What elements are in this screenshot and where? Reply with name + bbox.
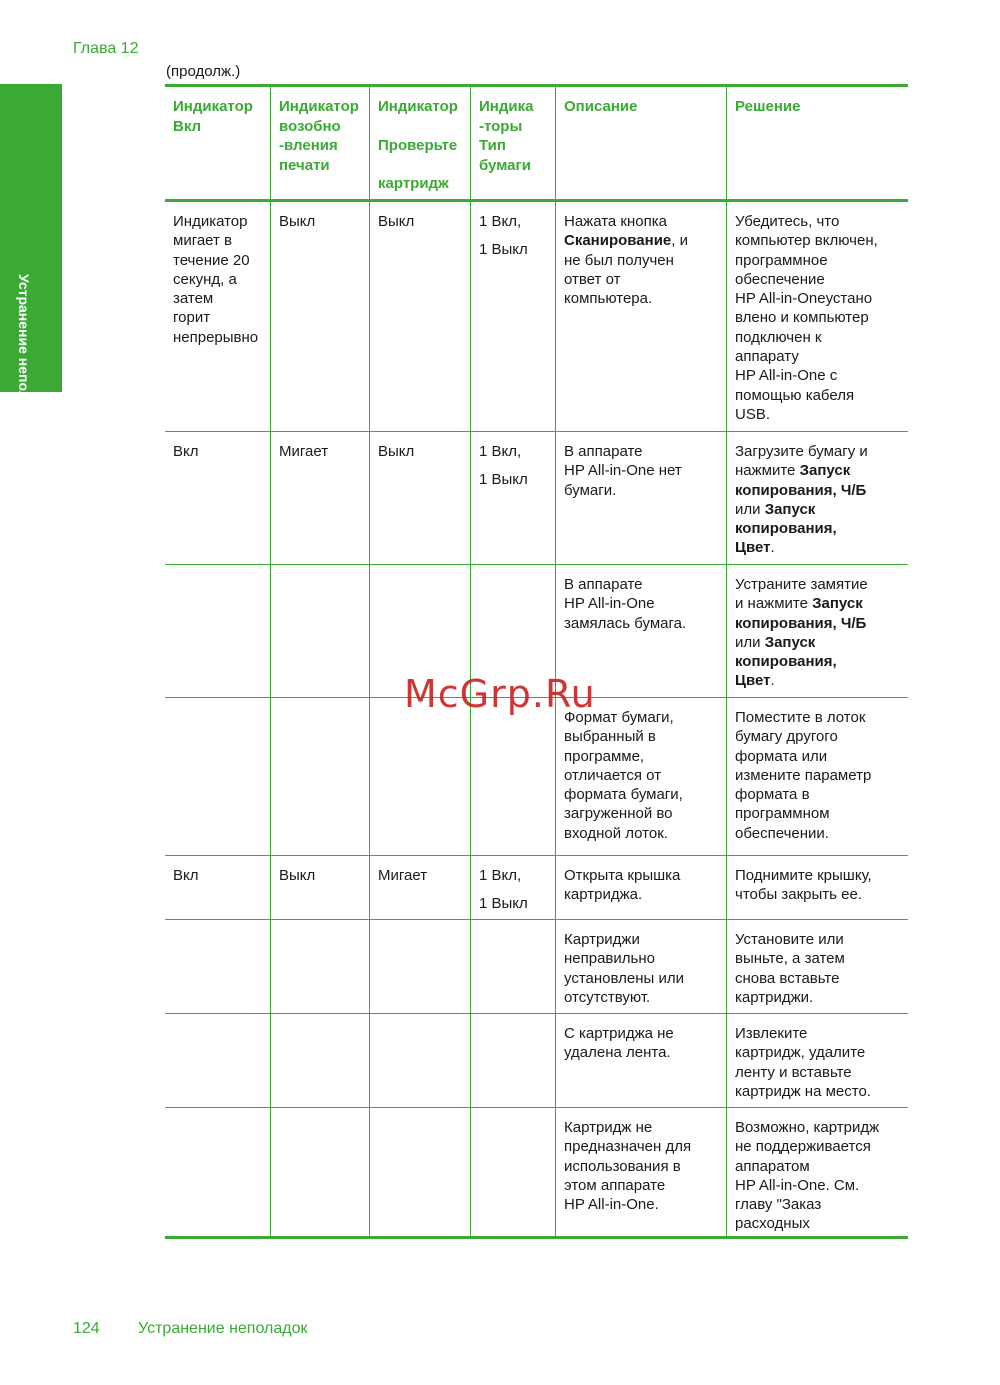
cell-text-line: программном — [735, 805, 830, 823]
indicator-on-cell — [165, 565, 271, 697]
cell-text-line: ленту и вставьте — [735, 1063, 852, 1081]
cell-text-line: неправильно — [564, 950, 655, 968]
cell-text-line: копирования, — [735, 520, 837, 538]
description-cell — [556, 920, 727, 1013]
cell-text-line: установлены или — [564, 969, 684, 987]
cell-text-line: HP All-in-One — [564, 595, 655, 613]
solution-cell — [727, 432, 908, 564]
cell-text-line: не был получен — [564, 251, 674, 269]
cell-text-line: секунд, а — [173, 270, 237, 288]
indicator-resume-cell — [271, 1108, 370, 1236]
header-text-line: бумаги — [479, 156, 531, 174]
header-indicator-check-cartridge — [370, 87, 471, 199]
description-cell — [556, 432, 727, 564]
header-text-line: Индика — [479, 98, 534, 115]
cell-text-line: 1 Вкл, — [479, 867, 522, 884]
solution-cell — [727, 698, 908, 855]
cell-text-line: Нажата кнопка — [564, 213, 667, 230]
cell-text-line: формата или — [735, 747, 828, 765]
chapter-label: Глава 12 — [73, 40, 139, 57]
cell-text-line: Сканирование, и — [564, 232, 688, 250]
cell-text-line: Формат бумаги, — [564, 709, 674, 726]
cell-text-line: С картриджа не — [564, 1025, 674, 1042]
description-cell — [556, 1014, 727, 1107]
cell-text-line: выньте, а затем — [735, 950, 845, 968]
header-text-line: Индикатор — [279, 98, 359, 115]
cell-text-line: Вкл — [173, 443, 199, 460]
cell-text-line: Цвет. — [735, 672, 775, 690]
cell-text-line: HP All-in-One нет — [564, 462, 682, 480]
cell-text-line: компьютера. — [564, 290, 653, 308]
header-indicator-paper-type — [471, 87, 556, 199]
header-text-line: Индикатор — [173, 98, 253, 115]
cell-text-line: Картриджи — [564, 931, 640, 948]
cell-text-line: Выкл — [279, 213, 316, 230]
description-cell — [556, 1108, 727, 1236]
cell-text-line: ответ от — [564, 270, 621, 288]
cell-text-line: Выкл — [279, 867, 316, 884]
cell-text-line: мигает в — [173, 232, 233, 250]
cell-text-line: бумаги. — [564, 481, 617, 499]
cell-text-line: программе, — [564, 747, 645, 765]
cell-text-line: влено и компьютер — [735, 309, 869, 327]
table-row — [165, 920, 908, 1014]
continued-label: (продолж.) — [166, 63, 241, 80]
cell-text-line: подключен к — [735, 328, 822, 346]
indicator-cartridge-cell — [370, 1014, 471, 1107]
cell-text-line: 1 Вкл, — [479, 443, 522, 460]
cell-text-line: HP All-in-Oneустано — [735, 290, 873, 308]
header-solution — [727, 87, 908, 199]
page-number: 124 — [73, 1320, 100, 1337]
cell-text-line: копирования, Ч/Б — [735, 481, 867, 499]
cell-text-line: картридж на место. — [735, 1082, 871, 1100]
indicator-on-cell — [165, 202, 271, 431]
cell-text-line: аппаратом — [735, 1157, 810, 1175]
cell-text-line: 1 Выкл — [479, 894, 528, 912]
description-cell — [556, 698, 727, 855]
cell-text-line: копирования, — [735, 653, 837, 671]
indicator-resume-cell — [271, 565, 370, 697]
cell-text-line: измените параметр — [735, 766, 872, 784]
cell-text-line: Цвет. — [735, 539, 775, 557]
cell-text-line: HP All-in-One. — [564, 1196, 659, 1214]
watermark: McGrp.Ru — [404, 672, 596, 716]
indicator-on-cell — [165, 1108, 271, 1236]
cell-text-line: картриджи. — [735, 988, 814, 1006]
cell-text-line: HP All-in-One. См. — [735, 1176, 860, 1194]
cell-text-line: картридж, удалите — [735, 1044, 866, 1062]
cell-text-line: программное — [735, 251, 828, 269]
cell-text-line: Загрузите бумагу и — [735, 443, 868, 460]
cell-text-line: расходных — [735, 1215, 810, 1233]
cell-text-line: Устраните замятие — [735, 576, 868, 593]
cell-text-line: Поднимите крышку, — [735, 867, 872, 884]
indicator-paper-cell — [471, 432, 556, 564]
cell-text-line: замялась бумага. — [564, 614, 687, 632]
cell-text-line: отсутствуют. — [564, 988, 651, 1006]
cell-text-line: затем — [173, 290, 214, 308]
indicator-resume-cell — [271, 202, 370, 431]
indicator-resume-cell — [271, 920, 370, 1013]
header-text-line: Индикатор — [378, 98, 458, 115]
indicator-paper-cell — [471, 1014, 556, 1107]
header-description — [556, 87, 727, 199]
header-text-line: Тип — [479, 137, 506, 154]
cell-text-line: USB. — [735, 405, 771, 423]
cell-text-line: обеспечение — [735, 270, 825, 288]
cell-text-line: аппарату — [735, 348, 799, 366]
solution-cell — [727, 1014, 908, 1107]
indicator-on-cell — [165, 432, 271, 564]
solution-cell — [727, 1108, 908, 1236]
cell-text-line: Мигает — [378, 867, 428, 884]
cell-text-line: этом аппарате — [564, 1176, 666, 1194]
cell-text-line: Выкл — [378, 443, 415, 460]
cell-text-line: помощью кабеля — [735, 386, 855, 404]
cell-text-line: горит — [173, 309, 211, 327]
table-bottom-rule — [165, 1236, 908, 1239]
side-tab-label: Устранение неполадок — [16, 274, 32, 432]
header-text-line: Вкл — [173, 117, 202, 135]
header-text-line: Описание — [564, 98, 638, 115]
header-text-line: картридж — [378, 175, 449, 192]
indicator-cartridge-cell — [370, 856, 471, 919]
cell-text-line: входной лоток. — [564, 824, 668, 842]
indicator-resume-cell — [271, 698, 370, 855]
cell-text-line: Мигает — [279, 443, 329, 460]
cell-text-line: снова вставьте — [735, 969, 840, 987]
indicator-on-cell — [165, 920, 271, 1013]
indicator-cartridge-cell — [370, 920, 471, 1013]
footer-section: Устранение неполадок — [138, 1320, 308, 1337]
cell-text-line: В аппарате — [564, 443, 643, 460]
cell-text-line: 1 Выкл — [479, 470, 528, 488]
indicator-resume-cell — [271, 856, 370, 919]
header-text-line: печати — [279, 156, 330, 174]
indicator-resume-cell — [271, 1014, 370, 1107]
cell-text-line: загруженной во — [564, 805, 673, 823]
cell-text-line: отличается от — [564, 766, 662, 784]
header-text-line — [378, 117, 464, 136]
indicator-cartridge-cell — [370, 202, 471, 431]
cell-text-line: бумагу другого — [735, 728, 838, 746]
indicator-cartridge-cell — [370, 698, 471, 855]
cell-text-line: Вкл — [173, 867, 199, 884]
description-cell — [556, 202, 727, 431]
cell-text-line: нажмите Запуск — [735, 462, 851, 480]
cell-text-line: Извлеките — [735, 1025, 808, 1042]
cell-text-line: 1 Выкл — [479, 240, 528, 258]
cell-text-line: Убедитесь, что — [735, 213, 840, 230]
table-row — [165, 1108, 908, 1236]
cell-text-line: Картридж не — [564, 1119, 653, 1136]
cell-text-line: Возможно, картридж — [735, 1119, 880, 1136]
cell-text-line: 1 Вкл, — [479, 213, 522, 230]
cell-text-line: выбранный в — [564, 728, 656, 746]
cell-text-line: удалена лента. — [564, 1044, 671, 1062]
header-indicator-on — [165, 87, 271, 199]
description-cell — [556, 856, 727, 919]
cell-text-line: использования в — [564, 1157, 681, 1175]
cell-text-line: Выкл — [378, 213, 415, 230]
header-text-line: Решение — [735, 98, 801, 115]
cell-text-line: главу "Заказ — [735, 1196, 822, 1214]
indicator-paper-cell — [471, 1108, 556, 1236]
cell-text-line: предназначен для — [564, 1138, 692, 1156]
indicator-cartridge-cell — [370, 1108, 471, 1236]
cell-text-line: В аппарате — [564, 576, 643, 593]
indicator-paper-cell — [471, 920, 556, 1013]
header-text-line: ‑торы — [479, 117, 523, 135]
indicator-paper-cell — [471, 202, 556, 431]
table-row — [165, 698, 908, 856]
header-text-line: Проверьте — [378, 136, 458, 154]
cell-text-line: HP All-in-One с — [735, 367, 838, 385]
cell-text-line: Установите или — [735, 931, 844, 948]
table-header-row — [165, 87, 908, 202]
cell-text-line: или Запуск — [735, 500, 816, 518]
cell-text-line: чтобы закрыть ее. — [735, 886, 863, 904]
indicator-on-cell — [165, 698, 271, 855]
side-tab — [0, 84, 62, 432]
cell-text-line: копирования, Ч/Б — [735, 614, 867, 632]
solution-cell — [727, 565, 908, 697]
solution-cell — [727, 920, 908, 1013]
table-row — [165, 202, 908, 432]
cell-text-line: течение 20 — [173, 251, 250, 269]
table-row — [165, 856, 908, 920]
cell-text-line: непрерывно — [173, 328, 259, 346]
solution-cell — [727, 202, 908, 431]
cell-text-line: и нажмите Запуск — [735, 595, 863, 613]
table-body — [165, 202, 908, 1236]
indicator-paper-cell — [471, 856, 556, 919]
cell-text-line: формата в — [735, 786, 810, 804]
indicator-resume-cell — [271, 432, 370, 564]
indicator-on-cell — [165, 856, 271, 919]
cell-text-line: не поддерживается — [735, 1138, 871, 1156]
header-text-line: ‑вления — [279, 137, 338, 154]
indicator-on-cell — [165, 1014, 271, 1107]
cell-text-line: Открыта крышка — [564, 867, 681, 884]
indicator-cartridge-cell — [370, 432, 471, 564]
cell-text-line: компьютер включен, — [735, 232, 878, 250]
header-text-line: возобно — [279, 117, 341, 135]
indicator-paper-cell — [471, 698, 556, 855]
cell-text-line: формата бумаги, — [564, 786, 683, 804]
table-row — [165, 1014, 908, 1108]
indicator-table — [165, 84, 908, 1239]
cell-text-line: картриджа. — [564, 886, 643, 904]
table-row — [165, 432, 908, 565]
cell-text-line: обеспечении. — [735, 824, 829, 842]
cell-text-line: Индикатор — [173, 213, 248, 230]
cell-text-line: или Запуск — [735, 633, 816, 651]
header-text-line — [378, 155, 464, 174]
cell-text-line: Поместите в лоток — [735, 709, 866, 726]
header-indicator-resume — [271, 87, 370, 199]
solution-cell — [727, 856, 908, 919]
